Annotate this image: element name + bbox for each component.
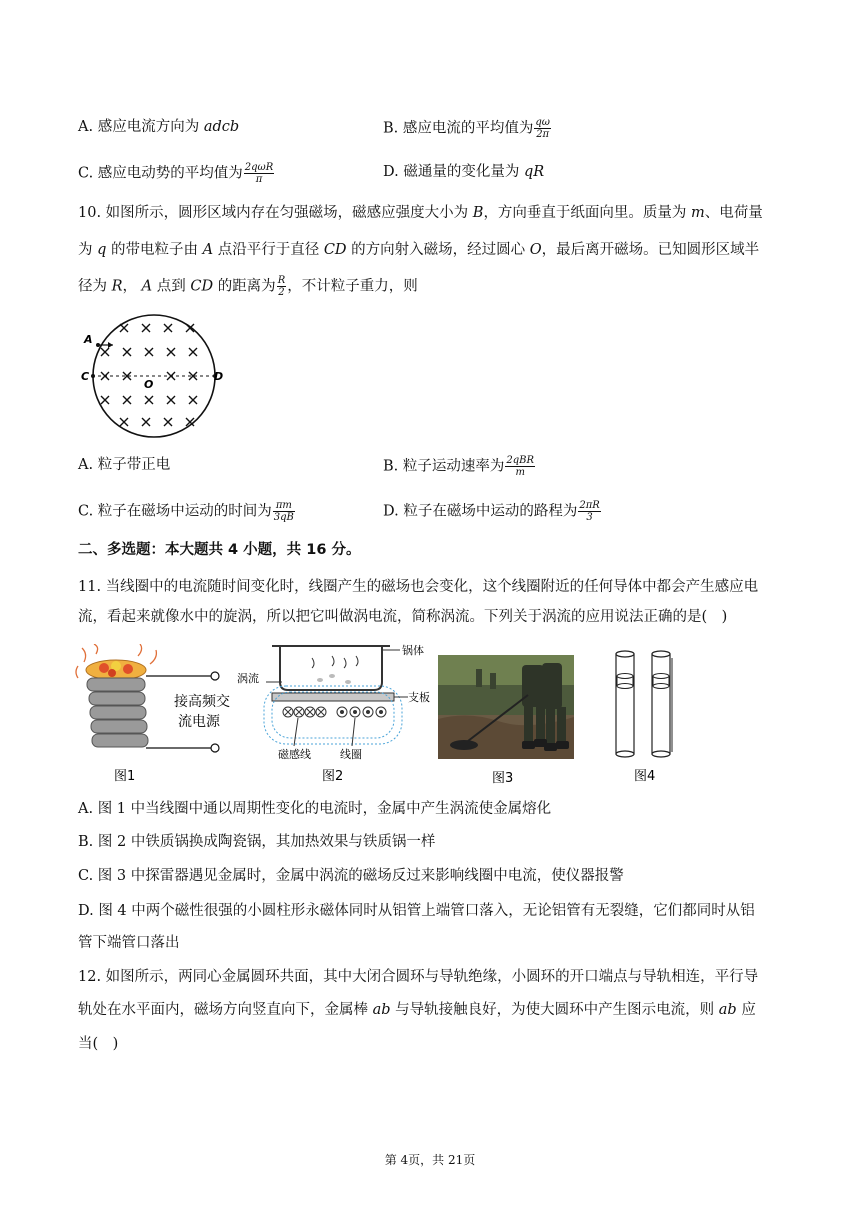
frac-num: R <box>277 275 286 286</box>
text: 轨处在水平面内，磁场方向竖直向下，金属棒 <box>78 1002 368 1018</box>
q9-option-b-fraction <box>534 117 551 140</box>
math: A <box>202 242 214 258</box>
fig2-label-eddy: 涡流 <box>237 672 259 685</box>
field-into-page-mark <box>142 418 150 426</box>
frac-num: 2qωR <box>244 162 274 173</box>
field-into-page-mark <box>145 396 153 404</box>
text: 10. 如图所示，圆形区域内存在匀强磁场，磁感应强度大小为 <box>78 205 469 221</box>
q10-option-c-text: C. 粒子在磁场中运动的时间为 <box>78 503 272 520</box>
math: ab <box>718 1002 737 1018</box>
caption-fig2: 图2 <box>322 769 344 784</box>
field-into-page-mark <box>142 324 150 332</box>
math: R <box>111 278 123 295</box>
q11-line-1: 11. 当线圈中的电流随时间变化时，线圈产生的磁场也会变化，这个线圈附近的任何导体中都会产生感应电 <box>78 579 759 595</box>
q11-option-d-line2: 管下端管口落出 <box>78 935 180 951</box>
field-into-page-mark <box>101 372 109 380</box>
q11-option-c: C. 图 3 中探雷器遇见金属时，金属中涡流的磁场反过来影响线圈中电流，使仪器报警 <box>78 868 624 884</box>
field-into-page-mark <box>189 396 197 404</box>
text: 径为 <box>78 278 107 295</box>
label-A: A <box>84 333 93 346</box>
field-into-page-mark <box>164 324 172 332</box>
field-into-page-mark <box>167 348 175 356</box>
figure-4-aluminum-tubes <box>600 648 690 789</box>
q10-option-c <box>78 500 296 523</box>
caption-fig4: 图4 <box>634 769 656 784</box>
text: 应 <box>741 1002 756 1018</box>
q9-option-a <box>78 117 239 137</box>
q9-option-d-math: qR <box>523 164 545 180</box>
q9-option-a-text: A. 感应电流方向为 <box>78 119 200 135</box>
math: m <box>691 205 705 221</box>
field-into-page-mark <box>101 348 109 356</box>
q9-option-d-text: D. 磁通量的变化量为 <box>383 164 520 180</box>
q9-option-a-math: adcb <box>203 119 240 135</box>
fraction <box>277 275 287 298</box>
q10-option-a-text: A. 粒子带正电 <box>78 457 171 473</box>
math: q <box>97 242 107 258</box>
math: CD <box>190 278 214 295</box>
text: 的带电粒子由 <box>111 242 199 258</box>
figure-3-mine-detector-photo <box>438 655 574 789</box>
text: ，不计粒子重力，则 <box>287 278 418 295</box>
caption-fig1: 图1 <box>114 769 136 784</box>
label-D: D <box>214 370 224 383</box>
math: A <box>141 278 153 295</box>
fig2-label-pot: 锅体 <box>402 644 424 657</box>
text: 的方向射入磁场，经过圆心 <box>351 242 526 258</box>
q11-line-2: 流，看起来就像水中的旋涡，所以把它叫做涡电流，简称涡流。下列关于涡流的应用说法正确的是( ) <box>78 609 728 625</box>
q9-option-c-text: C. 感应电动势的平均值为 <box>78 165 243 182</box>
text: 为 <box>78 242 93 258</box>
text: 点沿平行于直径 <box>217 242 320 258</box>
label-O: O <box>144 378 154 391</box>
frac-den: 3qB <box>273 512 294 523</box>
fig1-label-line2: 流电源 <box>178 714 220 730</box>
fig1-label-line1: 接高频交 <box>174 694 230 710</box>
q10-option-b <box>383 455 536 478</box>
field-into-page-mark <box>123 348 131 356</box>
frac-num: qω <box>535 117 550 128</box>
fig2-label-coil: 线圈 <box>340 748 362 761</box>
text: ，方向垂直于纸面向里。质量为 <box>483 205 687 221</box>
q9-option-b <box>383 117 552 140</box>
field-into-page-mark <box>167 396 175 404</box>
caption-fig3: 图3 <box>492 771 514 786</box>
frac-num: πm <box>273 500 295 512</box>
frac-den: m <box>515 467 525 478</box>
q11-option-a: A. 图 1 中当线圈中通以周期性变化的电流时，金属中产生涡流使金属熔化 <box>78 801 552 817</box>
q12-line-1: 12. 如图所示，两同心金属圆环共面，其中大闭合圆环与导轨绝缘，小圆环的开口端点与导轨相连，平行导 <box>78 969 759 985</box>
q11-option-d-line1: D. 图 4 中两个磁性很强的小圆柱形永磁体同时从铝管上端管口落入，无论铝管有无裂缝，它们都同时从铝 <box>78 903 755 919</box>
q11-option-b: B. 图 2 中铁质锅换成陶瓷锅，其加热效果与铁质锅一样 <box>78 834 436 850</box>
frac-num: 2πR <box>579 500 600 511</box>
q9-option-c-fraction <box>244 162 274 185</box>
field-into-page-mark <box>101 396 109 404</box>
fraction <box>505 455 535 478</box>
q12-line-3: 当( ) <box>78 1036 119 1052</box>
text: 与导轨接触良好，为使大圆环中产生图示电流，则 <box>395 1002 715 1018</box>
page-footer: 第 4页，共 21页 <box>384 1153 476 1167</box>
frac-den: π <box>255 174 263 185</box>
q10-line-1 <box>78 203 763 223</box>
frac-num: 2qBR <box>506 455 535 466</box>
field-into-page-mark <box>120 418 128 426</box>
field-into-page-mark <box>189 348 197 356</box>
text: ，最后离开磁场。已知圆形区域半 <box>541 242 760 258</box>
q9-option-c <box>78 162 275 185</box>
figure-2-induction-cooker <box>236 642 436 789</box>
text: 的距离为 <box>217 278 276 295</box>
frac-den: 2π <box>536 129 550 140</box>
frac-den: 3 <box>586 512 593 523</box>
q10-option-a <box>78 455 170 475</box>
fraction <box>273 500 295 523</box>
section-heading: 二、多选题：本大题共 4 小题，共 16 分。 <box>78 542 361 558</box>
text: 点到 <box>156 278 186 295</box>
math: B <box>472 205 484 221</box>
label-C: C <box>81 370 90 383</box>
text: 、电荷量 <box>704 205 763 221</box>
math: O <box>529 242 542 258</box>
q9-option-b-text: B. 感应电流的平均值为 <box>383 120 534 137</box>
fraction <box>578 500 600 523</box>
q10-option-d-text: D. 粒子在磁场中运动的路程为 <box>383 503 578 520</box>
magnetic-field-circle-figure <box>80 312 225 440</box>
field-into-page-mark <box>164 418 172 426</box>
fig2-label-plate: 支板 <box>408 691 430 704</box>
q10-line-3 <box>78 275 418 298</box>
field-into-page-mark <box>120 324 128 332</box>
frac-den: 2 <box>278 287 285 298</box>
fig2-label-field: 磁感线 <box>278 748 311 761</box>
field-into-page-mark <box>145 348 153 356</box>
math: ab <box>372 1002 391 1018</box>
math: CD <box>323 242 347 258</box>
q10-line-2 <box>78 240 759 260</box>
q9-option-d <box>383 162 544 182</box>
q10-option-d <box>383 500 602 523</box>
field-into-page-mark <box>167 372 175 380</box>
q10-option-b-text: B. 粒子运动速率为 <box>383 458 505 475</box>
text: ， <box>122 278 138 295</box>
field-into-page-mark <box>123 396 131 404</box>
figure-1-induction-furnace <box>74 644 249 789</box>
q12-line-2 <box>78 1000 756 1020</box>
